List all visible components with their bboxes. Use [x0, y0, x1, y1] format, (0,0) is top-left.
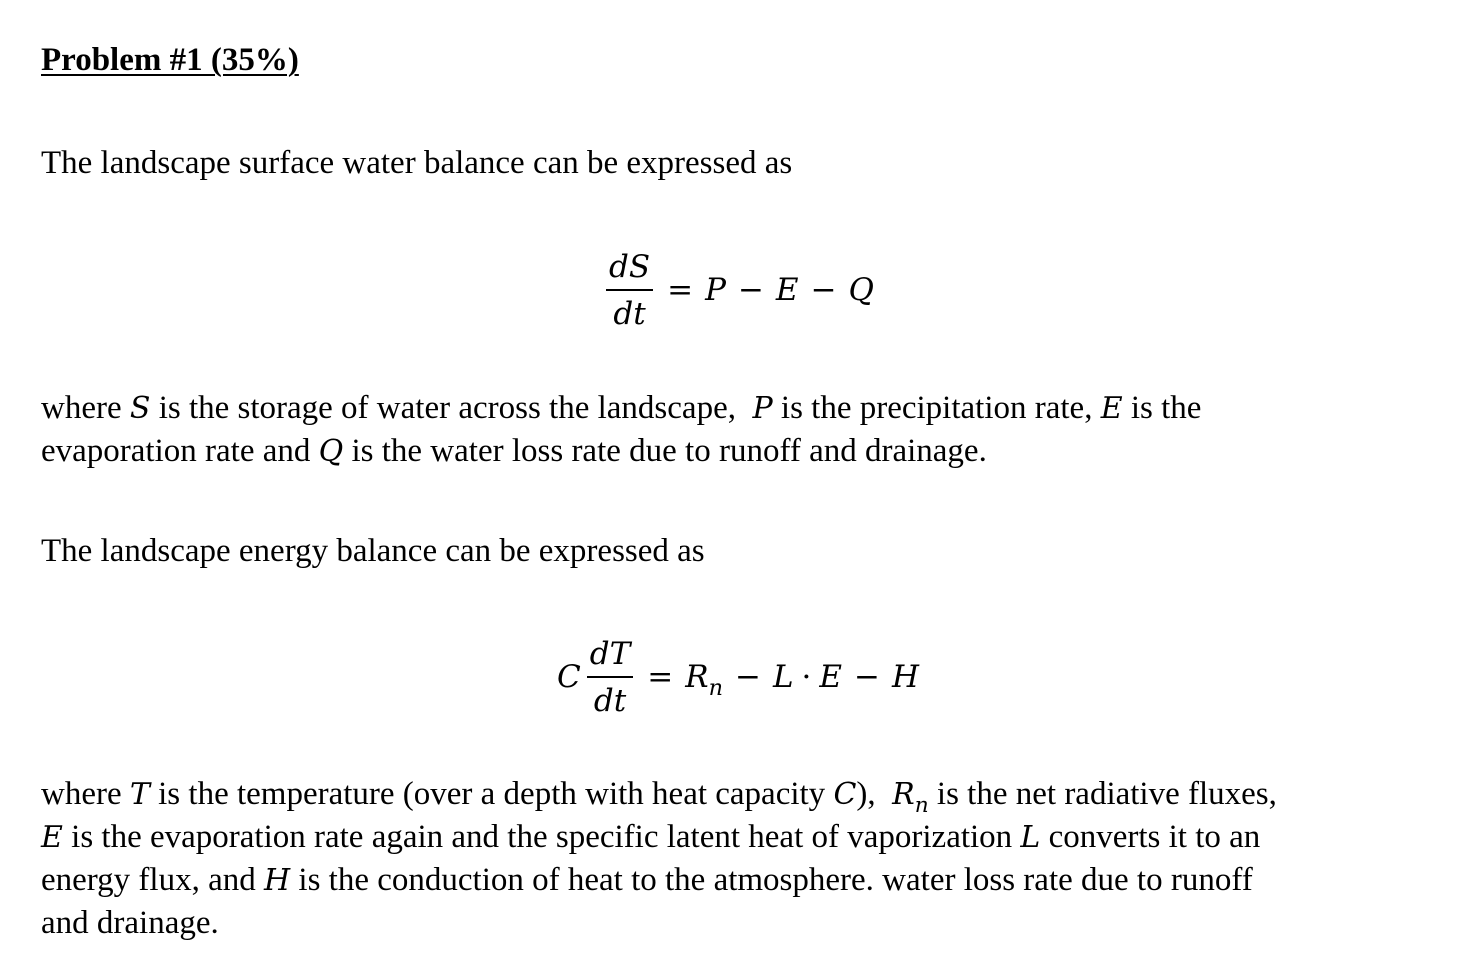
term-precipitation: P — [705, 272, 726, 308]
storage-derivative-fraction — [606, 248, 653, 333]
math-var-l: L — [1020, 820, 1041, 855]
term-subscript: n — [708, 674, 723, 701]
text-run: is the conduction of heat to the atmosphere. water loss rate due to runoff — [298, 862, 1253, 898]
math-var-s: S — [129, 391, 151, 426]
energy-balance-definition — [41, 773, 1277, 944]
text-line — [41, 430, 1201, 473]
term-base: R — [892, 777, 915, 812]
text-run: is the — [1130, 390, 1202, 426]
minus-sign: − — [734, 659, 761, 695]
math-var-e: E — [1100, 391, 1123, 426]
water-balance-definition — [41, 387, 1201, 473]
minus-sign: − — [854, 659, 881, 695]
math-var-e: E — [41, 820, 63, 855]
text-run: is the water loss rate due to runoff and drainage. — [351, 433, 987, 469]
equals-sign: = — [667, 272, 694, 308]
fraction-bar — [587, 676, 634, 678]
text-run: and drainage. — [41, 905, 219, 941]
term-evaporation: E — [819, 659, 843, 695]
text-run: is the storage of water across the landscape, — [158, 390, 736, 426]
fraction-numerator: dS — [609, 248, 651, 285]
problem-heading: Problem #1 (35%) — [41, 42, 299, 78]
term-evaporation: E — [775, 272, 799, 308]
text-run: converts it to an — [1048, 819, 1261, 855]
text-run: ), — [856, 776, 876, 812]
math-var-q: Q — [318, 434, 344, 469]
term-runoff: Q — [848, 272, 874, 308]
minus-sign: − — [810, 272, 837, 308]
text-line — [41, 773, 1277, 816]
text-line — [41, 859, 1277, 902]
text-line — [41, 902, 1277, 944]
minus-sign: − — [737, 272, 764, 308]
fraction-bar — [606, 289, 653, 291]
text-run: where — [41, 776, 122, 812]
temperature-derivative-fraction — [587, 635, 634, 720]
math-var-c: C — [833, 777, 857, 812]
text-line — [41, 387, 1201, 430]
text-run: energy flux, and — [41, 862, 256, 898]
fraction-denominator: dt — [613, 295, 646, 332]
heat-capacity-coefficient: C — [557, 659, 581, 695]
equals-sign: = — [647, 659, 674, 695]
energy-balance-intro: The landscape energy balance can be expressed as — [41, 533, 705, 569]
text-run: where — [41, 390, 122, 426]
math-var-rn — [892, 777, 929, 818]
term-latent-heat: L — [772, 659, 794, 695]
text-run: is the temperature (over a depth with heat capacity — [158, 776, 826, 812]
term-subscript: n — [914, 792, 929, 818]
term-net-radiation — [685, 659, 723, 701]
text-run: is the net radiative fluxes, — [936, 776, 1277, 812]
math-var-h: H — [264, 863, 291, 898]
math-var-p: P — [752, 391, 773, 426]
energy-balance-equation — [557, 627, 919, 727]
water-balance-intro: The landscape surface water balance can be expressed as — [41, 145, 793, 181]
text-run: is the evaporation rate again and the specific latent heat of vaporization — [71, 819, 1013, 855]
text-run: is the precipitation rate, — [780, 390, 1093, 426]
water-balance-equation — [604, 240, 874, 340]
math-var-t: T — [129, 777, 150, 812]
text-run: evaporation rate and — [41, 433, 311, 469]
term-sensible-heat: H — [892, 659, 920, 695]
multiply-dot: · — [801, 659, 812, 695]
fraction-denominator: dt — [593, 682, 627, 719]
term-base: R — [685, 659, 709, 695]
text-line — [41, 816, 1277, 859]
fraction-numerator: dT — [589, 635, 631, 672]
